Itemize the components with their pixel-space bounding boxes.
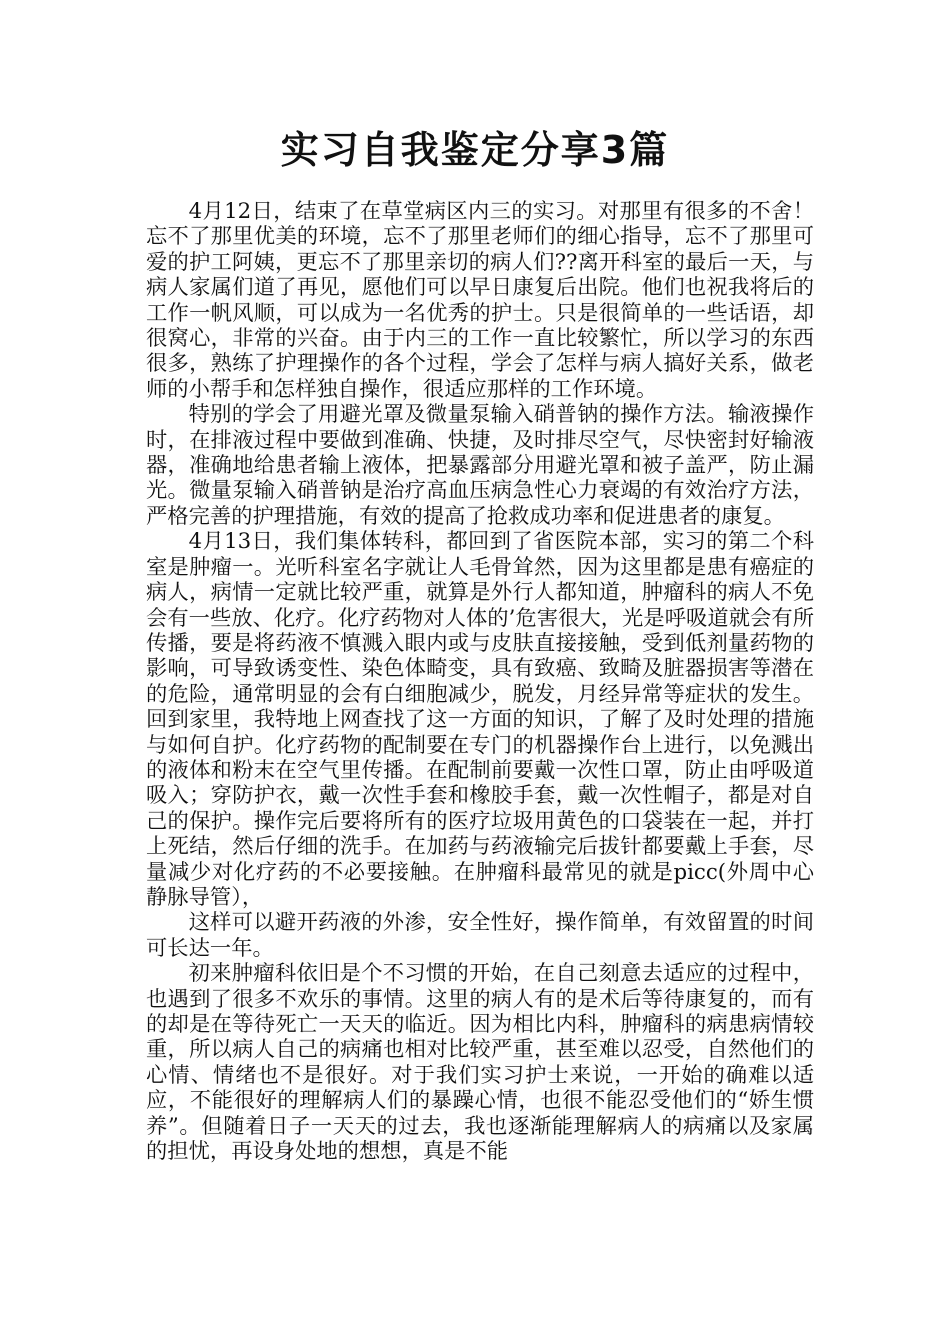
paragraph-4: 这样可以避开药液的外渗，安全性好，操作简单，有效留置的时间可长达一年。 xyxy=(146,910,814,961)
document-body xyxy=(146,199,814,1164)
paragraph-3: 4月13日，我们集体转科，都回到了省医院本部，实习的第二个科室是肿瘤一。光听科室名字就让人毛骨耸然，因为这里都是患有癌症的病人，病情一定就比较严重，就算是外行人都知道，肿瘤科的病人不免会有一些放、化疗。化疗药物对人体的’危害很大，光是呼吸道就会有所传播，要是将药液不慎溅入眼内或与皮肤直接接触，受到低剂量药物的影响，可导致诱变性、染色体畸变，具有致癌、致畸及脏器损害等潜在的危险，通常明显的会有白细胞减少，脱发，月经异常等症状的发生。回到家里，我特地上网查找了这一方面的知识，了解了及时处理的措施与如何自护。化疗药物的配制要在专门的机器操作台上进行，以免溅出的液体和粉末在空气里传播。在配制前要戴一次性口罩，防止由呼吸道吸入；穿防护衣，戴一次性手套和橡胶手套，戴一次性帽子，都是对自己的保护。操作完后要将所有的医疗垃圾用黄色的口袋装在一起，并打上死结，然后仔细的洗手。在加药与药液输完后拔针都要戴上手套，尽量减少对化疗药的不必要接触。在肿瘤科最常见的就是picc(外周中心静脉导管）， xyxy=(146,529,814,910)
paragraph-5: 初来肿瘤科依旧是个不习惯的开始，在自己刻意去适应的过程中，也遇到了很多不欢乐的事情。这里的病人有的是术后等待康复的，而有的却是在等待死亡一天天的临近。因为相比内科，肿瘤科的病患病情较重，所以病人自己的病痛也相对比较严重，甚至难以忍受，自然他们的心情、情绪也不是很好。对于我们实习护士来说，一开始的确难以适应，不能很好的理解病人们的暴躁心情，也很不能忍受他们的“娇生惯养”。但随着日子一天天的过去，我也逐渐能理解病人的病痛以及家属的担忧，再设身处地的想想，真是不能 xyxy=(146,961,814,1165)
paragraph-2: 特别的学会了用避光罩及微量泵输入硝普钠的操作方法。输液操作时，在排液过程中要做到准确、快捷，及时排尽空气，尽快密封好输液器，准确地给患者输上液体，把暴露部分用避光罩和被子盖严，防止漏光。微量泵输入硝普钠是治疗高血压病急性心力衰竭的有效治疗方法，严格完善的护理措施，有效的提高了抢救成功率和促进患者的康复。 xyxy=(146,402,814,529)
page-title: 实习自我鉴定分享3篇 xyxy=(280,128,670,172)
paragraph-1: 4月12日，结束了在草堂病区内三的实习。对那里有很多的不舍！忘不了那里优美的环境，忘不了那里老师们的细心指导，忘不了那里可爱的护工阿姨，更忘不了那里亲切的病人们??离开科室的最后一天，与病人家属们道了再见，愿他们可以早日康复后出院。他们也祝我将后的工作一帆风顺，可以成为一名优秀的护士。只是很简单的一些话语，却很窝心，非常的兴奋。由于内三的工作一直比较繁忙，所以学习的东西很多，熟练了护理操作的各个过程，学会了怎样与病人搞好关系，做老师的小帮手和怎样独自操作，很适应那样的工作环境。 xyxy=(146,199,814,402)
